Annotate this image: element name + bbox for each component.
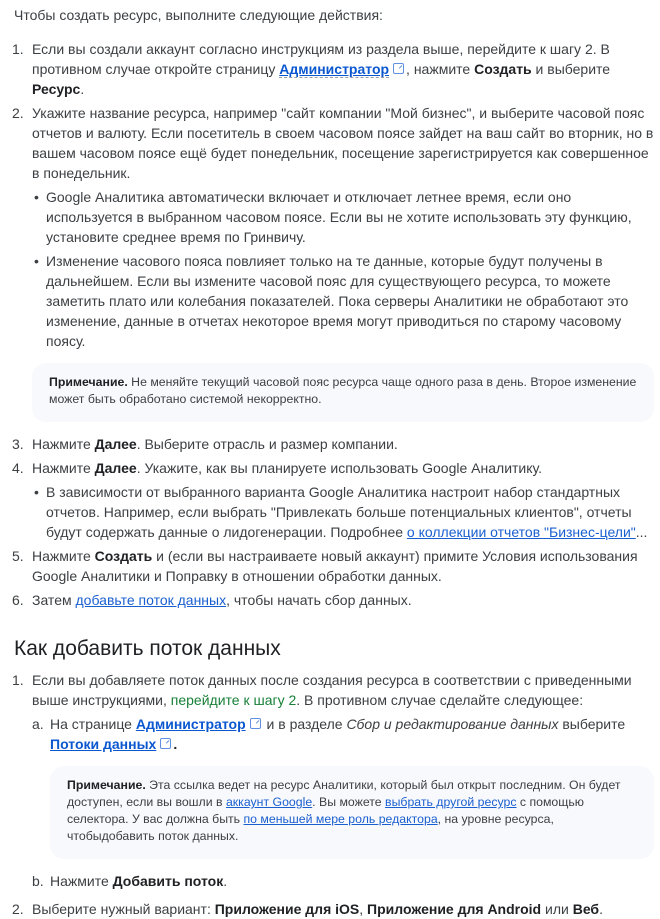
note-text: с помощью селектора. У вас должна быть [67, 795, 585, 826]
bullet-text: Google Аналитика автоматически включает и отключает летнее время, если оно используется в выбранном часовом поясе. Если вы не хотите использовать эту функцию, установите среднее время по Гринвичу. [46, 189, 632, 245]
step-text: Затем [32, 592, 76, 608]
substep-text: и в разделе [262, 716, 347, 732]
substep-text: На странице [50, 716, 136, 732]
step-text: Если вы создали аккаунт согласно инструкциям из раздела выше, перейдите к шагу 2. В противном случае откройте страницу [32, 41, 610, 77]
step-4 [14, 458, 654, 542]
bullet-item [32, 251, 654, 351]
step-text: . [80, 81, 85, 97]
note-text: , на уровне ресурса, чтобыдобавить поток данных. [67, 812, 554, 843]
step-text: Выберите нужный вариант: [32, 901, 215, 917]
substep-b [32, 871, 654, 891]
step-1 [14, 39, 654, 99]
substep-text: Нажмите [50, 873, 113, 889]
bullet-item [32, 482, 654, 542]
substep-a [32, 714, 654, 754]
stream-step-1 [14, 670, 654, 891]
bullet-text: Изменение часового пояса повлияет только на те данные, которые будут получены в дальнейшем. Если вы измените часовой пояс для существующего ресурса, то можете заметить плато или колебания показателей. Пока серверы Аналитики не обработают это изменение, данные в отчетах некоторое время могут приводиться по старому часовому поясу. [46, 253, 629, 349]
property-label: Ресурс [32, 81, 81, 97]
step-5 [14, 546, 654, 586]
external-link-icon [160, 738, 171, 749]
step-number: 4. [12, 460, 24, 476]
step-text: и выберите [531, 61, 611, 77]
android-app-label: Приложение для Android [367, 901, 542, 917]
next-label: Далее [94, 460, 137, 476]
step-text: , чтобы начать сбор данных. [226, 592, 412, 608]
external-link-icon [250, 718, 261, 729]
external-link-icon [393, 63, 404, 74]
note-label: Примечание. [67, 778, 146, 792]
bullet-item [32, 187, 654, 247]
step-number: 3. [12, 436, 24, 452]
note-text: Не меняйте текущий часовой пояс ресурса чаще одного раза в день. Второе изменение может быть обработано системой некорректно. [49, 375, 637, 406]
step-text: Укажите название ресурса, например "сайт компании "Мой бизнес", и выберите часовой пояс отчетов и валюту. Если посетитель в своем часовом поясе зайдет на ваш сайт во вторник, но в вашем часовом поясе ещё будет понедельник, посещение зарегистрируется как совершенное в понедельник. [32, 105, 654, 181]
step-3 [14, 434, 654, 454]
step-2-bullets [32, 187, 654, 351]
data-collection-section-label: Сбор и редактирование данных [346, 716, 559, 732]
bullet-text: ... [635, 524, 648, 540]
ios-app-label: Приложение для iOS [214, 901, 360, 917]
substep-letter: b. [32, 873, 44, 889]
choose-other-property-link[interactable]: выбрать другой ресурс [385, 795, 517, 809]
step-text: Если вы добавляете поток данных после создания ресурса в соответствии с приведенными выше инструкциями, [32, 672, 632, 708]
stream-step-2 [14, 899, 654, 919]
note-label: Примечание. [49, 375, 128, 389]
substep-text: . [223, 873, 228, 889]
data-streams-link[interactable]: Потоки данных [50, 736, 157, 752]
editor-role-link[interactable]: по меньшей мере роль редактора [243, 812, 438, 826]
admin-link[interactable]: Администратор [135, 716, 246, 732]
add-stream-steps [14, 670, 654, 919]
step-text: , нажмите [406, 61, 475, 77]
google-account-link[interactable]: аккаунт Google [225, 795, 313, 809]
go-to-step-2-text: перейдите к шагу 2 [170, 692, 297, 708]
step-text: . [599, 901, 603, 917]
step-number: 2. [12, 901, 24, 917]
substep-letter: a. [32, 716, 44, 732]
substep-text: . [173, 736, 178, 752]
note-callout [50, 766, 654, 859]
step-text: Нажмите [32, 548, 95, 564]
create-property-steps [14, 39, 654, 610]
bullet-dot-icon: • [34, 189, 39, 205]
step-text: . Укажите, как вы планируете использовать Google Аналитику. [136, 460, 543, 476]
note-text: Эта ссылка ведет на ресурс Аналитики, который был открыт последним. Он будет доступен, если вы вошли в [67, 778, 621, 809]
step-text: , [359, 901, 368, 917]
step-number: 2. [12, 105, 24, 121]
add-data-stream-link[interactable]: добавьте поток данных [75, 592, 227, 608]
business-goals-link[interactable]: о коллекции отчетов "Бизнес-цели" [406, 524, 636, 540]
step-text: и (если вы настраиваете новый аккаунт) примите Условия использования Google Аналитики и Поправку в отношении обработки данных. [32, 548, 638, 584]
bullet-dot-icon: • [34, 253, 39, 269]
step-text: Нажмите [32, 460, 95, 476]
note-callout [32, 363, 654, 422]
step-text: . Выберите отрасль и размер компании. [136, 436, 398, 452]
intro-text: Чтобы создать ресурс, выполните следующие действия: [14, 7, 383, 23]
step-number: 1. [12, 41, 24, 57]
create-label: Создать [474, 61, 532, 77]
step-2 [14, 103, 654, 422]
admin-link[interactable]: Администратор [279, 61, 390, 77]
substep-text: выберите [558, 716, 626, 732]
step-6 [14, 590, 654, 610]
step-number: 5. [12, 548, 24, 564]
step-4-bullets [32, 482, 654, 542]
step-text: Нажмите [32, 436, 95, 452]
add-stream-label: Добавить поток [112, 873, 224, 889]
bullet-text: В зависимости от выбранного варианта Google Аналитика настроит набор стандартных отчетов. Например, если выбрать "Привлекать больше потенциальных клиентов", отчеты будут содержать данные о лидогенерации. Подробнее [46, 484, 632, 540]
bullet-dot-icon: • [34, 484, 39, 500]
step-number: 6. [12, 592, 24, 608]
section-heading: Как добавить поток данных [14, 637, 281, 660]
step-text: . В противном случае сделайте следующее: [296, 692, 584, 708]
create-label: Создать [94, 548, 153, 564]
note-text: . Вы можете [312, 795, 386, 809]
web-label: Веб [572, 901, 600, 917]
step-text: или [541, 901, 573, 917]
next-label: Далее [94, 436, 137, 452]
step-number: 1. [12, 672, 24, 688]
